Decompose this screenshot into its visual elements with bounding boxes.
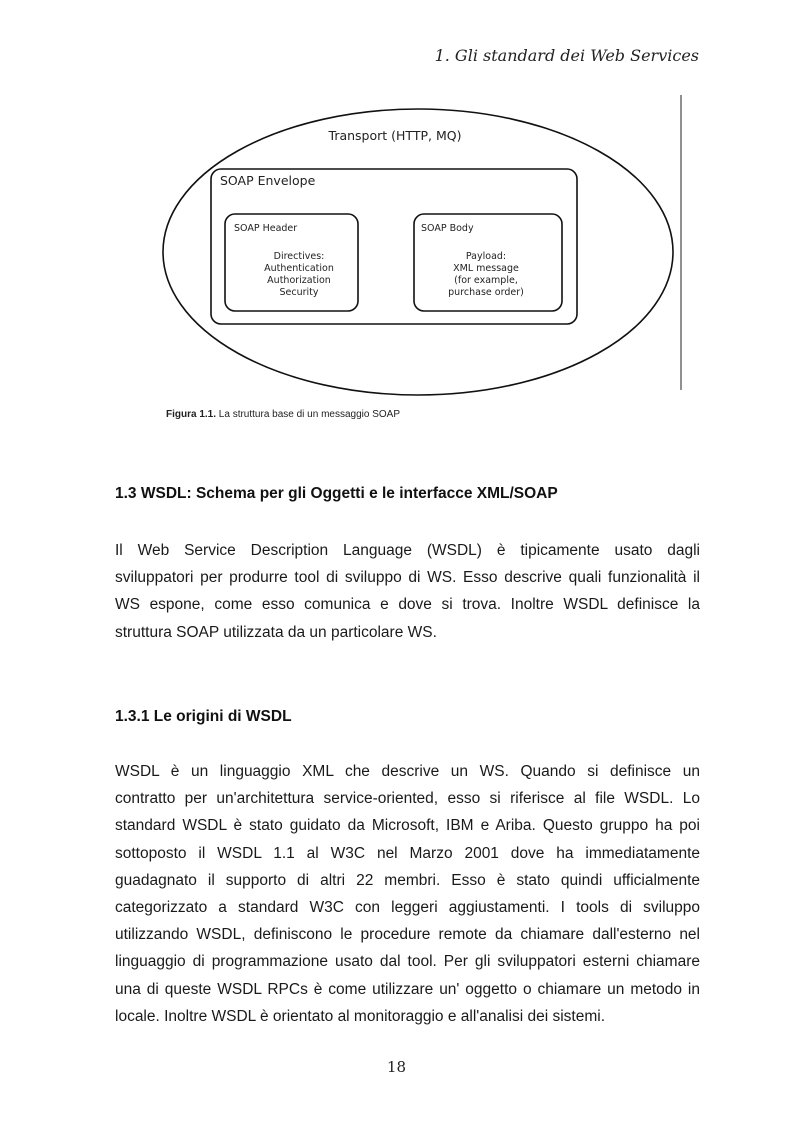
soap-body-line: XML message [453,263,519,274]
figure-caption-label: Figura 1.1. [166,409,217,420]
soap-body-line: purchase order) [448,287,524,298]
paragraph-line: locale. Inoltre WSDL è orientato al monitoraggio e all'analisi dei sistemi. [115,1007,606,1025]
paragraph-line: utilizzando WSDL, definiscono le procedure remote da chiamare dall'esterno nel [115,926,700,944]
soap-header-line: Directives: [273,251,325,262]
soap-header-title: SOAP Header [234,223,298,234]
paragraph-line: una di queste WSDL RPCs è come utilizzare un' oggetto o chiamare un metodo in [115,980,700,998]
soap-structure-figure [155,90,685,400]
figure-caption [166,409,400,420]
soap-body-line: (for example, [454,275,518,286]
soap-header-line: Security [279,287,319,298]
running-header: 1. Gli standard dei Web Services [434,46,699,65]
soap-body-title: SOAP Body [421,223,474,234]
soap-header-line: Authorization [267,275,331,286]
paragraph-line: WS espone, come esso comunica e dove si trova. Inoltre WSDL definisce la [115,596,700,614]
figure-caption-text: La struttura base di un messaggio SOAP [218,409,401,420]
paragraph-line: linguaggio di programmazione usato dal tool. Per gli sviluppatori esterni chiamare [115,953,700,971]
soap-structure-diagram [155,90,685,400]
paragraph-line: WSDL è un linguaggio XML che descrive un WS. Quando si definisce un [115,763,700,780]
paragraph-line: contratto per un'architettura service-oriented, esso si riferisce al file WSDL. Lo [115,790,700,808]
soap-envelope-label: SOAP Envelope [220,173,316,188]
page-number: 18 [386,1058,407,1076]
paragraph-line: struttura SOAP utilizzata da un particolare WS. [115,623,437,641]
transport-label: Transport (HTTP, MQ) [328,128,462,143]
paragraph-line: guadagnato il supporto di altri 22 membri. Esso è stato quindi ufficialmente [115,871,700,889]
paragraph-line: categorizzato a standard W3C con leggeri aggiustamenti. I tools di sviluppo [115,898,700,916]
soap-header-line: Authentication [264,263,334,274]
paragraph-line: sottoposto il WSDL 1.1 al W3C nel Marzo 2001 dove ha immediatamente [115,844,700,862]
section-heading-1-3-1: 1.3.1 Le origini di WSDL [115,708,292,725]
transport-ellipse [163,109,673,395]
section-1-3-1-paragraph [115,758,700,1030]
paragraph-line: standard WSDL è stato guidato da Microsoft, IBM e Ariba. Questo gruppo ha poi [115,817,700,835]
soap-envelope-box [211,169,577,324]
section-heading-1-3: 1.3 WSDL: Schema per gli Oggetti e le interfacce XML/SOAP [115,485,558,502]
soap-body-line: Payload: [465,251,507,262]
paragraph-line: sviluppatori per produrre tool di sviluppo di WS. Esso descrive quali funzionalità il [115,569,700,587]
section-1-3-paragraph [115,537,700,646]
paragraph-line: Il Web Service Description Language (WSDL) è tipicamente usato dagli [115,542,700,559]
